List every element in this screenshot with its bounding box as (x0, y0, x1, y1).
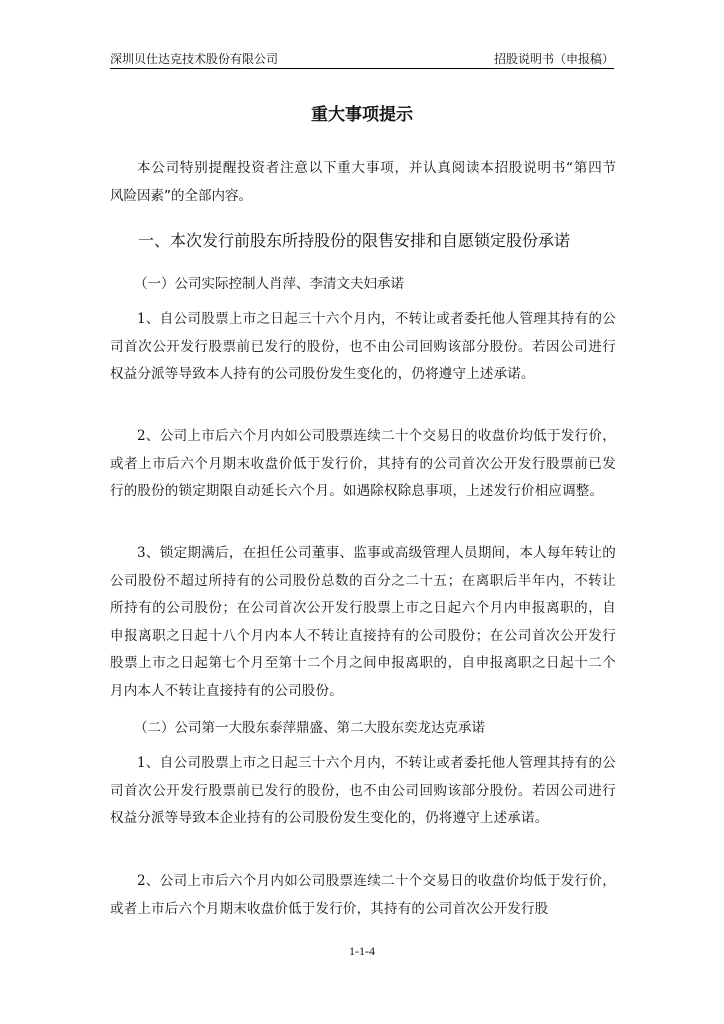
paragraph: 2、公司上市后六个月内如公司股票连续二十个交易日的收盘价均低于发行价，或者上市后六个月期末收盘价低于发行价，其持有的公司首次公开发行股 (110, 873, 616, 917)
page-header (110, 50, 614, 68)
page-number: 1-1-4 (349, 944, 375, 958)
paragraph: 3、锁定期满后，在担任公司董事、监事或高级管理人员期间，本人每年转让的公司股份不超过所持有的公司股份总数的百分之二十五；在离职后半年内，不转让所持有的公司股份；在公司首次公开发行股票上市之日起六个月内申报离职的，自申报离职之日起十八个月内本人不转让直接持有的公司股份；在公司首次公开发行股票上市之日起第七个月至第十二个月之间申报离职的，自申报离职之日起十二个月内本人不转让直接持有的公司股份。 (110, 545, 616, 699)
subsection-heading-2: （二）公司第一大股东泰萍鼎盛、第二大股东奕龙达克承诺 (134, 720, 485, 736)
page-title: 重大事项提示 (311, 105, 413, 125)
section-heading: 一、本次发行前股东所持股份的限售安排和自愿锁定股份承诺 (138, 231, 571, 250)
header-doc-type: 招股说明书（申报稿） (493, 52, 614, 66)
paragraph: 2、公司上市后六个月内如公司股票连续二十个交易日的收盘价均低于发行价，或者上市后六个月期末收盘价低于发行价，其持有的公司首次公开发行股票前已发行的股份的锁定期限自动延长六个月。如遇除权除息事项，上述发行价相应调整。 (110, 428, 616, 500)
header-rule (110, 68, 614, 69)
notice-paragraph: 本公司特别提醒投资者注意以下重大事项，并认真阅读本招股说明书“第四节 风险因素”的全部内容。 (110, 160, 630, 204)
subsection-heading-1: （一）公司实际控制人肖萍、李清文夫妇承诺 (134, 276, 404, 292)
paragraph: 1、自公司股票上市之日起三十六个月内，不转让或者委托他人管理其持有的公司首次公开发行股票前已发行的股份，也不由公司回购该部分股份。若因公司进行权益分派等导致本人持有的公司股份发生变化的，仍将遵守上述承诺。 (110, 311, 616, 383)
paragraph: 1、自公司股票上市之日起三十六个月内，不转让或者委托他人管理其持有的公司首次公开发行股票前已发行的股份，也不由公司回购该部分股份。若因公司进行权益分派等导致本企业持有的公司股份发生变化的，仍将遵守上述承诺。 (110, 755, 616, 827)
header-company: 深圳贝仕达克技术股份有限公司 (110, 52, 279, 66)
